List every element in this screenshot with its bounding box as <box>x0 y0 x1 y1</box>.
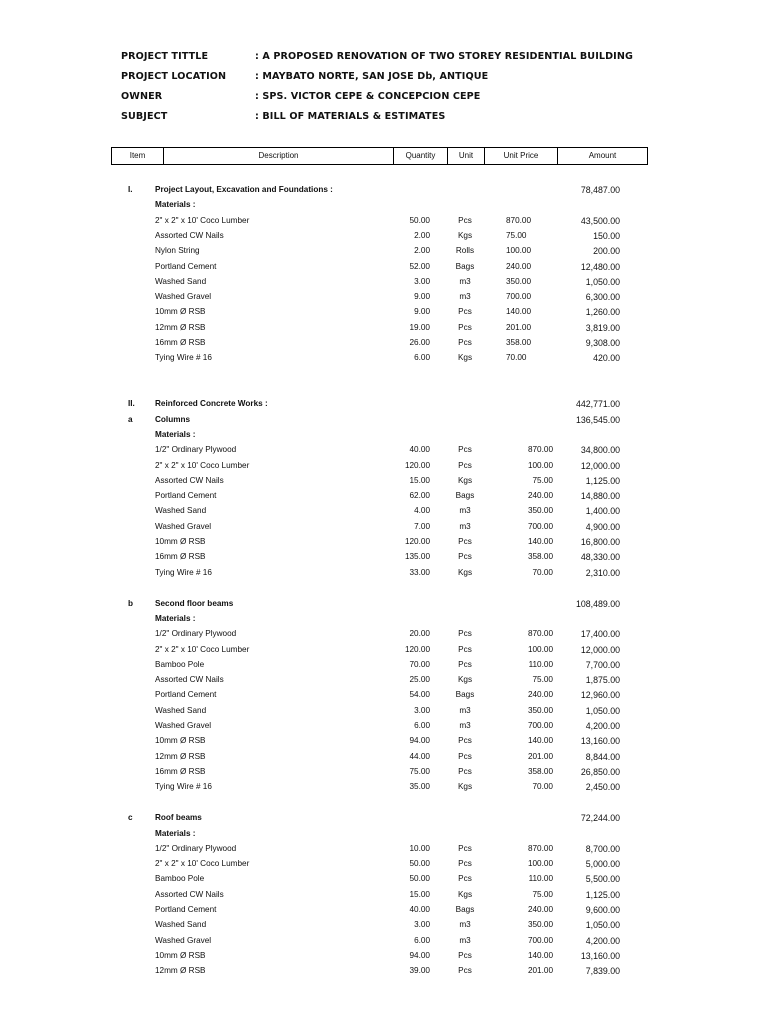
table-row <box>0 765 768 779</box>
row-unit: m3 <box>459 292 471 302</box>
row-amount: 8,700.00 <box>585 843 620 854</box>
row-unit: m3 <box>459 506 471 516</box>
row-amount: 12,480.00 <box>580 261 620 272</box>
row-quantity: 50.00 <box>409 215 430 225</box>
table-row <box>0 673 768 687</box>
row-description: Portland Cement <box>155 261 217 271</box>
row-description: Tying Wire # 16 <box>155 353 212 363</box>
row-unit-price: 358.00 <box>527 766 553 776</box>
row-description: 10mm Ø RSB <box>155 950 206 960</box>
row-description: Second floor beams <box>155 598 234 608</box>
row-unit: Pcs <box>458 843 472 853</box>
row-item: I. <box>128 185 133 194</box>
row-unit: Kgs <box>457 782 473 792</box>
row-unit: Pcs <box>458 460 472 470</box>
table-row <box>0 520 768 534</box>
row-description: Washed Gravel <box>155 721 212 730</box>
row-quantity: 19.00 <box>409 322 430 332</box>
table-row <box>0 872 768 886</box>
table-row <box>0 643 768 657</box>
row-quantity: 7.00 <box>414 521 430 531</box>
row-unit: Pcs <box>458 659 472 669</box>
table-row <box>0 842 768 856</box>
table-row <box>0 658 768 672</box>
row-description: Reinforced Concrete Works : <box>155 399 268 409</box>
row-quantity: 70.00 <box>409 659 430 669</box>
row-unit: Pcs <box>458 215 472 225</box>
row-unit: Pcs <box>458 629 472 639</box>
row-unit: Bags <box>455 905 475 914</box>
row-quantity: 26.00 <box>409 338 430 347</box>
table-row <box>0 566 768 580</box>
table-row <box>0 827 768 841</box>
row-description: Columns <box>155 414 191 424</box>
row-amount: 14,880.00 <box>580 491 620 502</box>
table-row <box>0 597 768 611</box>
row-unit: Kgs <box>457 675 473 685</box>
row-unit-price: 350.00 <box>527 920 553 930</box>
row-item: II. <box>128 399 135 409</box>
row-amount: 136,545.00 <box>575 414 620 425</box>
row-amount: 72,244.00 <box>580 813 620 824</box>
row-amount: 12,000.00 <box>580 460 620 471</box>
row-quantity: 15.00 <box>409 475 430 485</box>
table-row <box>0 351 768 365</box>
row-quantity: 2.00 <box>414 246 430 256</box>
row-amount: 17,400.00 <box>580 629 620 640</box>
row-unit-price: 870.00 <box>527 445 553 455</box>
row-unit: Bags <box>455 261 475 271</box>
table-row <box>0 811 768 825</box>
column-header-description: Description <box>164 148 394 164</box>
row-amount: 9,308.00 <box>585 338 620 348</box>
row-amount: 12,000.00 <box>580 644 620 655</box>
row-unit: m3 <box>459 721 471 730</box>
row-amount: 7,700.00 <box>585 659 620 670</box>
row-unit: Rolls <box>455 246 475 256</box>
table-row <box>0 627 768 641</box>
column-header-amount: Amount <box>588 151 617 160</box>
row-quantity: 20.00 <box>409 629 430 639</box>
table-row <box>0 704 768 718</box>
header-value: : SPS. VICTOR CEPE & CONCEPCION CEPE <box>255 91 481 102</box>
row-description: Washed Sand <box>155 705 207 715</box>
row-unit: Bags <box>455 491 475 501</box>
table-row <box>0 275 768 289</box>
row-amount: 442,771.00 <box>575 399 620 410</box>
row-description: 10mm Ø RSB <box>155 736 206 746</box>
header-label: PROJECT TITTLE <box>121 51 209 62</box>
row-unit-price: 700.00 <box>527 521 553 531</box>
row-unit: Pcs <box>458 966 472 976</box>
row-description: Assorted CW Nails <box>155 230 224 240</box>
column-header-item: Item <box>112 148 164 164</box>
row-description: 2" x 2" x 10' Coco Lumber <box>155 859 250 869</box>
row-description: 2" x 2" x 10' Coco Lumber <box>155 215 250 225</box>
row-description: 2" x 2" x 10' Coco Lumber <box>155 460 250 470</box>
row-description: Project Layout, Excavation and Foundations : <box>155 185 333 194</box>
header-label: SUBJECT <box>121 111 168 122</box>
table-header <box>111 147 648 165</box>
row-unit-price: 870.00 <box>527 843 553 853</box>
row-unit: Pcs <box>458 322 472 332</box>
row-unit-price: 140.00 <box>527 537 553 546</box>
row-quantity: 120.00 <box>404 537 430 546</box>
table-row <box>0 612 768 626</box>
row-unit-price: 140.00 <box>527 950 553 960</box>
row-unit: Pcs <box>458 736 472 746</box>
row-description: Washed Sand <box>155 506 207 516</box>
row-description: 12mm Ø RSB <box>155 751 206 761</box>
row-description: Tying Wire # 16 <box>155 782 212 792</box>
row-unit-price: 700.00 <box>527 721 553 730</box>
row-amount: 5,000.00 <box>585 859 620 870</box>
table-row <box>0 734 768 748</box>
row-unit: m3 <box>459 521 471 531</box>
row-unit-price: 140.00 <box>527 736 553 746</box>
row-description: Portland Cement <box>155 690 217 700</box>
row-description: 16mm Ø RSB <box>155 766 206 776</box>
row-amount: 48,330.00 <box>580 552 620 563</box>
row-amount: 1,125.00 <box>585 475 620 486</box>
row-unit-price: 870.00 <box>506 215 532 225</box>
row-unit: m3 <box>459 920 471 930</box>
row-quantity: 52.00 <box>409 261 430 271</box>
table-row <box>0 336 768 350</box>
row-unit-price: 201.00 <box>506 322 532 332</box>
row-amount: 420.00 <box>593 353 620 364</box>
row-quantity: 15.00 <box>409 889 430 899</box>
row-quantity: 9.00 <box>414 307 430 317</box>
row-amount: 43,500.00 <box>580 215 620 226</box>
row-unit-price: 110.00 <box>528 659 553 669</box>
table-row <box>0 428 768 442</box>
row-amount: 1,125.00 <box>585 889 620 900</box>
row-unit: Pcs <box>458 537 472 546</box>
row-unit-price: 870.00 <box>527 629 553 639</box>
row-quantity: 120.00 <box>404 460 430 470</box>
row-amount: 2,450.00 <box>585 782 620 793</box>
row-description: Assorted CW Nails <box>155 675 224 685</box>
row-unit-price: 358.00 <box>527 552 553 562</box>
row-amount: 4,200.00 <box>585 935 620 946</box>
row-unit: Pcs <box>458 552 472 562</box>
row-unit-price: 240.00 <box>506 261 532 271</box>
table-row <box>0 214 768 228</box>
row-unit-price: 100.00 <box>527 460 553 470</box>
row-description: 1/2" Ordinary Plywood <box>155 445 237 455</box>
row-quantity: 3.00 <box>414 276 430 286</box>
project-header <box>121 48 741 128</box>
row-description: 12mm Ø RSB <box>155 966 206 976</box>
row-quantity: 6.00 <box>414 721 430 730</box>
row-quantity: 6.00 <box>414 353 430 363</box>
row-unit-price: 110.00 <box>528 874 553 884</box>
row-amount: 26,850.00 <box>580 766 620 777</box>
row-unit-price: 240.00 <box>527 905 553 914</box>
row-amount: 12,960.00 <box>580 690 620 701</box>
row-unit: Kgs <box>457 889 473 899</box>
row-amount: 8,844.00 <box>585 751 620 762</box>
row-quantity: 50.00 <box>409 859 430 869</box>
row-unit-price: 100.00 <box>527 644 553 654</box>
row-unit: Pcs <box>458 751 472 761</box>
row-unit-price: 75.00 <box>532 475 553 485</box>
row-unit: Pcs <box>458 445 472 455</box>
table-row <box>0 934 768 948</box>
row-unit: Kgs <box>457 230 473 240</box>
row-quantity: 50.00 <box>409 874 430 884</box>
table-row <box>0 305 768 319</box>
row-unit-price: 700.00 <box>527 935 553 945</box>
row-quantity: 44.00 <box>409 751 430 761</box>
row-unit-price: 70.00 <box>532 567 553 577</box>
row-description: Portland Cement <box>155 905 217 914</box>
row-unit-price: 75.00 <box>506 230 527 240</box>
row-unit: Pcs <box>458 950 472 960</box>
header-value: : BILL OF MATERIALS & ESTIMATES <box>255 111 446 122</box>
row-amount: 150.00 <box>593 230 620 241</box>
row-description: 10mm Ø RSB <box>155 307 206 317</box>
table-row <box>0 780 768 794</box>
row-description: Washed Sand <box>155 920 207 930</box>
row-unit: Bags <box>455 690 475 700</box>
row-amount: 108,489.00 <box>575 598 620 609</box>
row-unit: Pcs <box>458 766 472 776</box>
table-row <box>0 183 768 197</box>
row-unit: Kgs <box>457 353 473 363</box>
row-description: 12mm Ø RSB <box>155 322 206 332</box>
table-row <box>0 474 768 488</box>
table-row <box>0 719 768 733</box>
table-row <box>0 229 768 243</box>
table-row <box>0 198 768 212</box>
row-unit: Pcs <box>458 338 472 347</box>
row-amount: 1,400.00 <box>585 506 620 517</box>
row-amount: 3,819.00 <box>585 322 620 333</box>
row-description: Materials : <box>155 429 196 439</box>
row-description: Tying Wire # 16 <box>155 567 212 577</box>
row-unit-price: 201.00 <box>527 966 553 976</box>
row-unit-price: 100.00 <box>506 246 532 256</box>
row-description: Washed Gravel <box>155 521 212 531</box>
row-quantity: 135.00 <box>404 552 430 562</box>
column-header-quantity: Quantity <box>394 148 448 164</box>
table-row <box>0 504 768 518</box>
row-unit-price: 358.00 <box>506 338 532 347</box>
row-amount: 6,300.00 <box>585 292 620 303</box>
row-quantity: 75.00 <box>409 766 430 776</box>
row-unit: m3 <box>459 705 471 715</box>
row-quantity: 6.00 <box>414 935 430 945</box>
row-description: Portland Cement <box>155 491 217 501</box>
header-row-owner <box>121 88 741 108</box>
row-description: Nylon String <box>155 246 200 256</box>
header-row-subject <box>121 108 741 128</box>
row-description: 2" x 2" x 10' Coco Lumber <box>155 644 250 654</box>
row-unit-price: 350.00 <box>506 276 532 286</box>
table-row <box>0 750 768 764</box>
row-description: Assorted CW Nails <box>155 475 224 485</box>
table-row <box>0 290 768 304</box>
row-unit: Kgs <box>457 475 473 485</box>
table-row <box>0 397 768 411</box>
row-unit-price: 700.00 <box>506 292 532 302</box>
header-row-project-location <box>121 68 741 88</box>
row-description: Bamboo Pole <box>155 874 205 884</box>
row-unit-price: 240.00 <box>527 491 553 501</box>
table-row <box>0 244 768 258</box>
table-row <box>0 260 768 274</box>
row-unit-price: 350.00 <box>527 506 553 516</box>
row-amount: 2,310.00 <box>585 567 620 578</box>
row-unit: Pcs <box>458 859 472 869</box>
row-amount: 4,900.00 <box>585 521 620 532</box>
row-unit-price: 70.00 <box>532 782 553 792</box>
row-unit-price: 140.00 <box>506 307 532 317</box>
row-quantity: 3.00 <box>414 920 430 930</box>
row-amount: 13,160.00 <box>580 736 620 747</box>
row-quantity: 3.00 <box>414 705 430 715</box>
row-amount: 9,600.00 <box>585 905 620 915</box>
row-description: 16mm Ø RSB <box>155 338 206 347</box>
table-row <box>0 321 768 335</box>
row-quantity: 33.00 <box>409 567 430 577</box>
table-row <box>0 550 768 564</box>
row-quantity: 9.00 <box>414 292 430 302</box>
header-row-project-title <box>121 48 741 68</box>
row-amount: 16,800.00 <box>580 537 620 547</box>
row-description: Bamboo Pole <box>155 659 205 669</box>
header-value: : MAYBATO NORTE, SAN JOSE Db, ANTIQUE <box>255 71 489 82</box>
table-row <box>0 949 768 963</box>
row-unit: Pcs <box>458 874 472 884</box>
row-unit-price: 75.00 <box>532 675 553 685</box>
row-item: b <box>128 598 134 608</box>
header-value: : A PROPOSED RENOVATION OF TWO STOREY RESIDENTIAL BUILDING <box>255 51 633 62</box>
row-unit: m3 <box>459 276 471 286</box>
row-unit-price: 201.00 <box>527 751 553 761</box>
row-quantity: 94.00 <box>409 950 430 960</box>
row-description: Roof beams <box>155 813 202 823</box>
row-item: a <box>128 414 133 424</box>
table-row <box>0 459 768 473</box>
row-amount: 1,050.00 <box>585 276 620 287</box>
row-amount: 200.00 <box>593 246 620 257</box>
row-amount: 1,050.00 <box>585 705 620 716</box>
row-amount: 5,500.00 <box>585 874 620 885</box>
row-quantity: 94.00 <box>409 736 430 746</box>
header-label: OWNER <box>121 91 163 102</box>
row-description: 10mm Ø RSB <box>155 537 206 546</box>
column-header-unit-price: Unit Price <box>485 148 558 164</box>
row-description: 1/2" Ordinary Plywood <box>155 843 237 853</box>
table-row <box>0 964 768 978</box>
row-amount: 78,487.00 <box>580 185 620 195</box>
row-amount: 7,839.00 <box>585 966 620 977</box>
table-row <box>0 888 768 902</box>
row-unit-price: 350.00 <box>527 705 553 715</box>
row-quantity: 2.00 <box>414 230 430 240</box>
row-quantity: 40.00 <box>409 445 430 455</box>
row-description: Materials : <box>155 613 196 623</box>
row-unit: Pcs <box>458 644 472 654</box>
table-row <box>0 489 768 503</box>
row-amount: 1,050.00 <box>585 920 620 931</box>
row-unit-price: 100.00 <box>527 859 553 869</box>
table-row <box>0 903 768 917</box>
row-description: Washed Gravel <box>155 935 212 945</box>
row-unit: Kgs <box>457 567 473 577</box>
row-description: Washed Gravel <box>155 292 212 302</box>
row-unit-price: 70.00 <box>506 353 527 363</box>
row-amount: 1,260.00 <box>585 307 620 318</box>
table-row <box>0 688 768 702</box>
row-quantity: 4.00 <box>414 506 430 516</box>
table-row <box>0 857 768 871</box>
row-description: 1/2" Ordinary Plywood <box>155 629 237 639</box>
row-unit-price: 75.00 <box>532 889 553 899</box>
row-quantity: 54.00 <box>409 690 430 700</box>
row-description: Assorted CW Nails <box>155 889 224 899</box>
row-amount: 34,800.00 <box>580 445 620 456</box>
row-amount: 13,160.00 <box>580 950 620 961</box>
row-quantity: 40.00 <box>409 905 430 914</box>
row-quantity: 39.00 <box>409 966 430 976</box>
row-unit-price: 240.00 <box>527 690 553 700</box>
row-unit: Pcs <box>458 307 472 317</box>
table-row <box>0 443 768 457</box>
row-description: Materials : <box>155 200 196 210</box>
header-label: PROJECT LOCATION <box>121 71 227 82</box>
table-row <box>0 535 768 549</box>
row-unit: m3 <box>459 935 471 945</box>
row-quantity: 25.00 <box>409 675 430 685</box>
row-amount: 1,875.00 <box>585 675 620 686</box>
row-description: 16mm Ø RSB <box>155 552 206 562</box>
row-quantity: 120.00 <box>404 644 430 654</box>
column-header-unit: Unit <box>448 148 485 164</box>
row-quantity: 35.00 <box>409 782 430 792</box>
row-quantity: 10.00 <box>409 843 430 853</box>
row-description: Washed Sand <box>155 276 207 286</box>
table-row <box>0 918 768 932</box>
row-description: Materials : <box>155 828 196 838</box>
table-row <box>0 413 768 427</box>
row-quantity: 62.00 <box>409 491 430 501</box>
row-item: c <box>128 813 133 823</box>
row-amount: 4,200.00 <box>585 721 620 731</box>
